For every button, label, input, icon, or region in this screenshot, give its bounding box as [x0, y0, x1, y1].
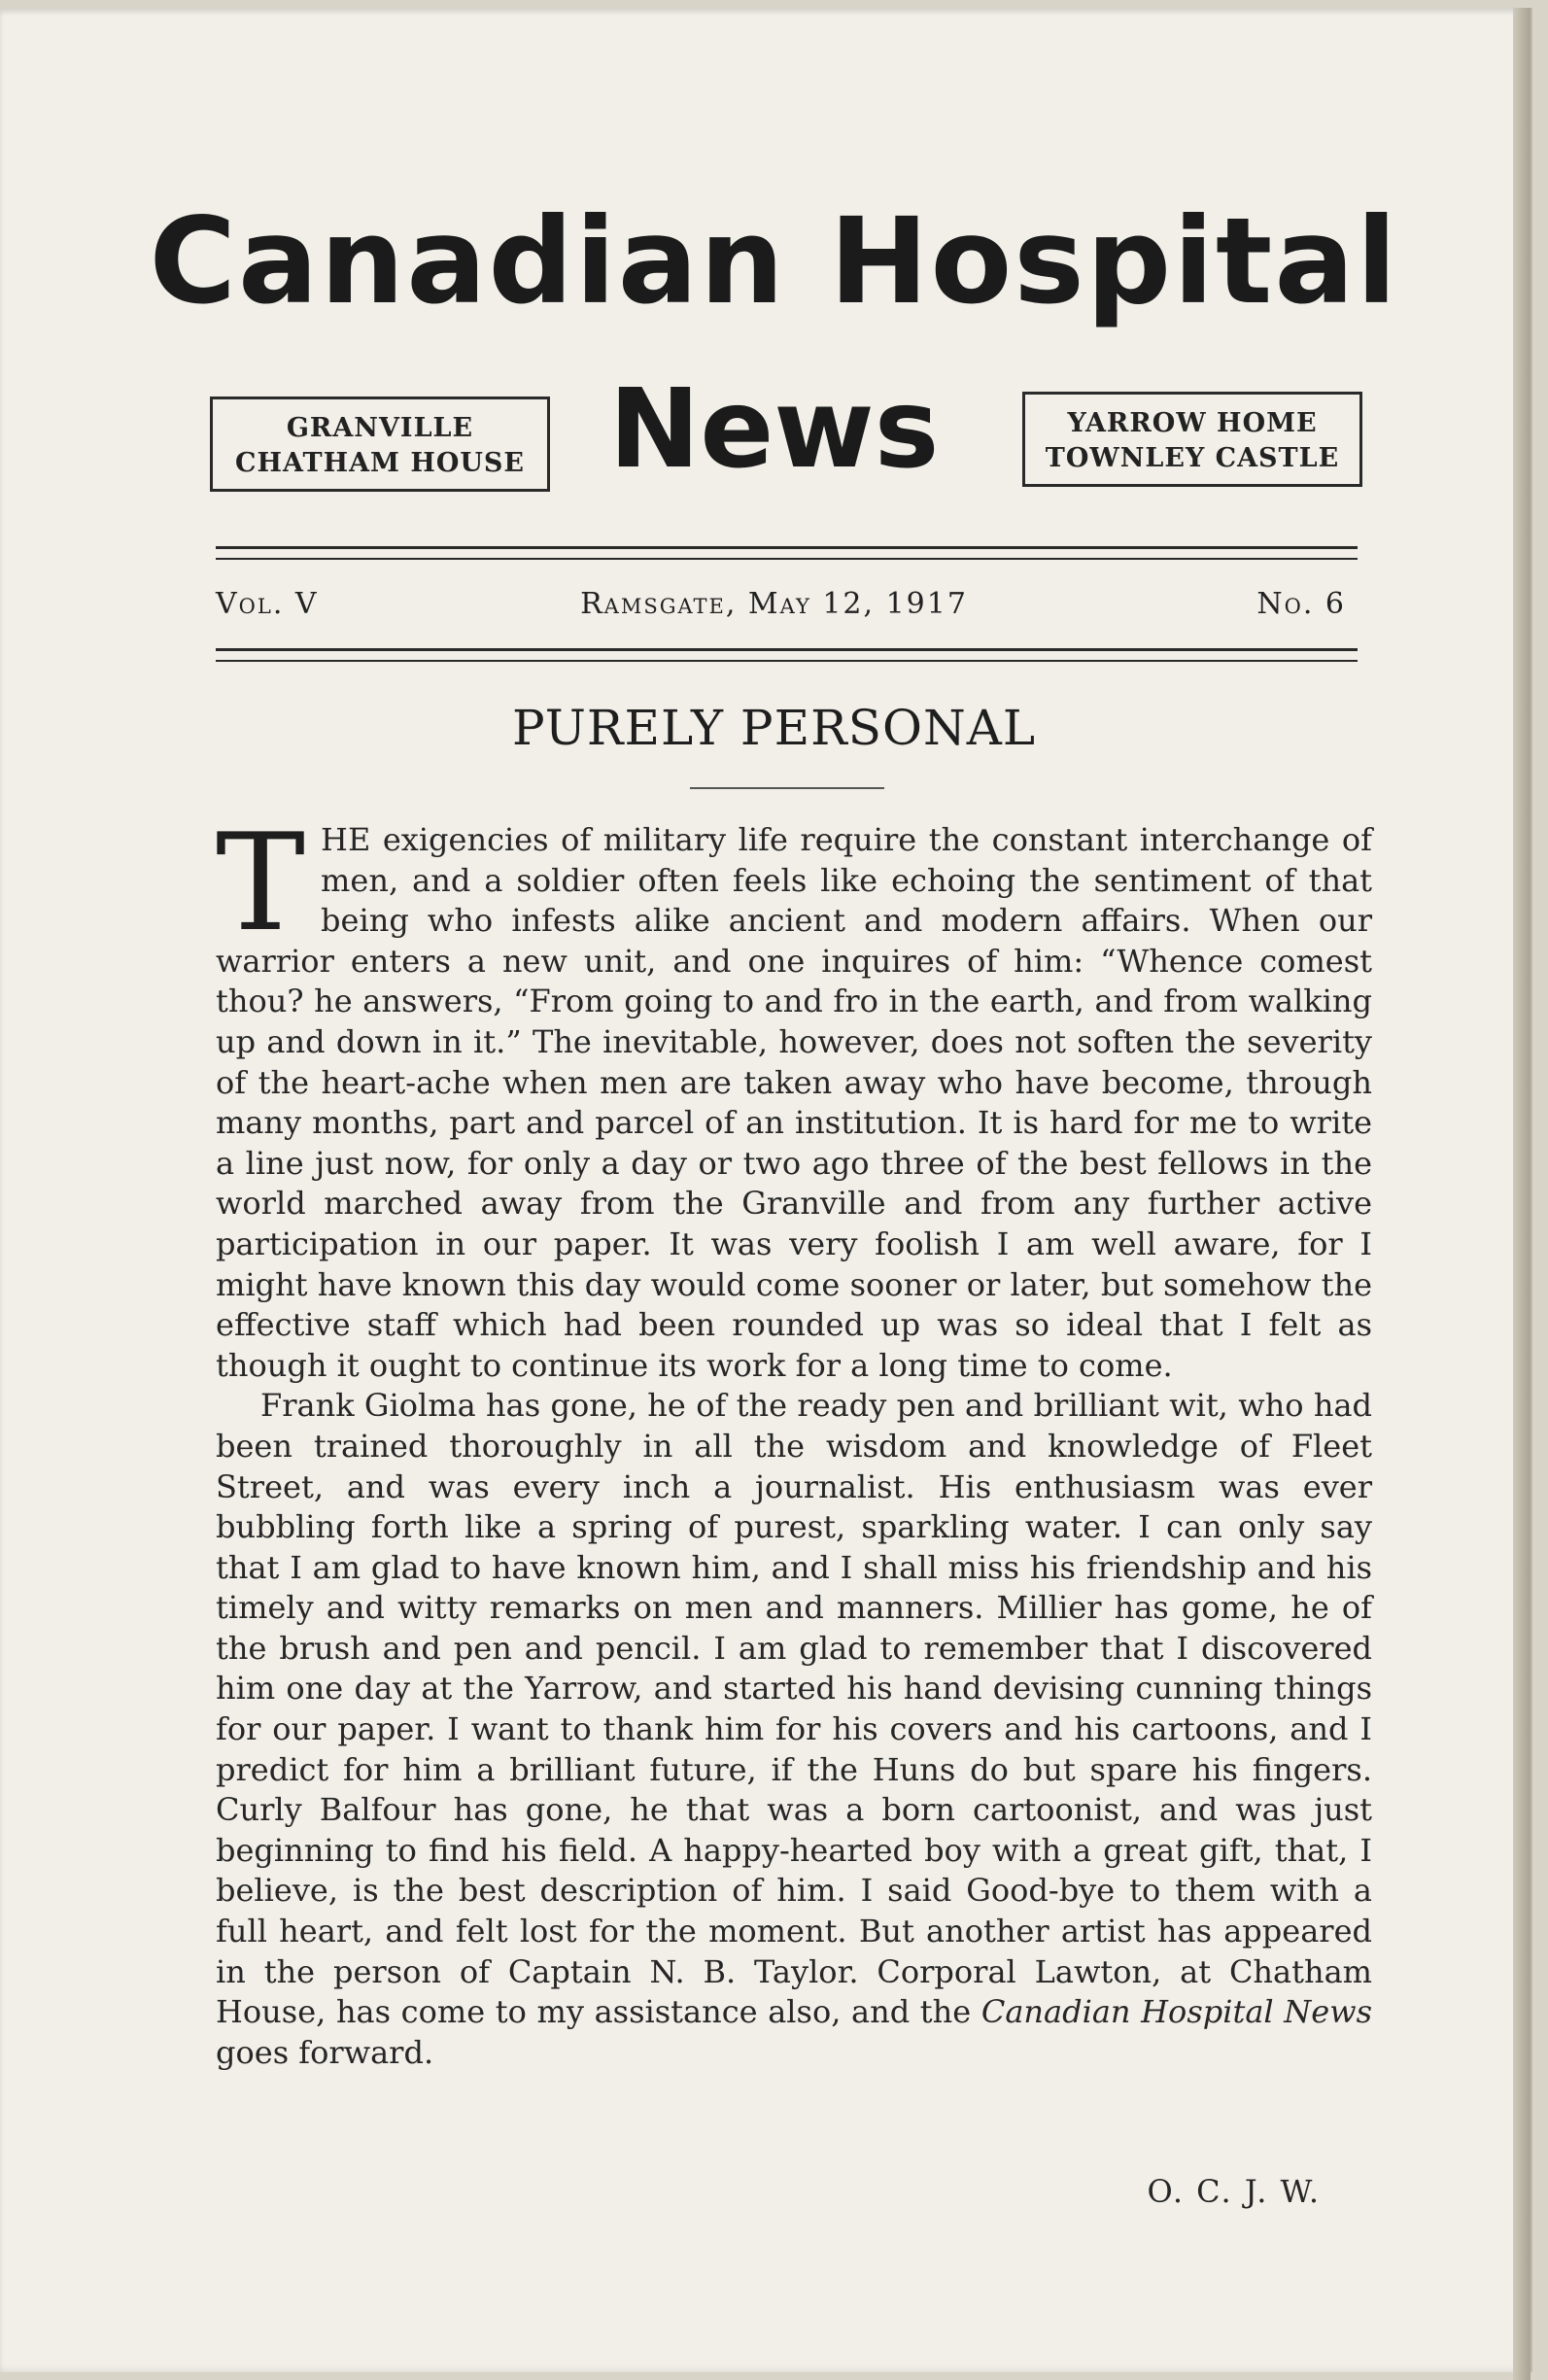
masthead-rule-top [216, 546, 1358, 560]
masthead-rule-bottom [216, 648, 1358, 662]
paragraph-1 [216, 805, 1372, 1386]
left-box-line-1: GRANVILLE [286, 413, 474, 443]
article-body [216, 805, 1373, 2073]
paragraph-2 [216, 1386, 1372, 2073]
masthead-right-box [1022, 392, 1362, 487]
issue-place-date: Ramsgate, May 12, 1917 [580, 587, 968, 621]
drop-cap: T [216, 805, 306, 961]
paragraph-2-end: goes forward. [216, 2033, 434, 2071]
masthead-title: Canadian Hospital [149, 192, 1399, 330]
paragraph-2-text: Frank Giolma has gone, he of the ready pen and brilliant wit, who had been trained thoroughly in all the wisdom and knowledge of Fleet Street, and was every inch a journalist. His enthusiasm was ever bubbling forth like a spring of purest, sparkling water. I can only say that I am glad to have known him, and I shall miss his friendship and his timely and witty remarks on men and manners. Millier has gome, he of the brush and pen and pencil. I am glad to remember that I discovered him one day at the Yarrow, and started his hand devising cunning things for our paper. I want to thank him for his covers and his cartoons, and I predict for him a brilliant future, if the Huns do but spare his fingers. Curly Balfour has gone, he that was a born cartoonist, and was just beginning to find his field. A happy-hearted boy with a great gift, that, I believe, is the best description of him. I said Good-bye to them with a full heart, and felt lost for the moment. But another artist has appeared in the person of Captain N. B. Taylor. Corporal Lawton, at Chatham House, has come to my assistance also, and the [216, 1387, 1372, 2031]
page-edge [1513, 8, 1531, 2380]
left-box-line-2: CHATHAM HOUSE [235, 448, 525, 478]
masthead-news: News [608, 366, 940, 493]
paragraph-1-text: HE exigencies of military life require the constant interchange of men, and a soldier often feels like echoing the sentiment of that being who infests alike ancient and modern affairs. When our warrior enters a new unit, and one inquires of him: “Whence comest thou? he answers, “From going to and fro in the earth, and from walking up and down in it.” The inevitable, however, does not soften the severity of the heart-ache when men are taken away who have become, through many months, part and parcel of an institution. It is hard for me to write a line just now, for only a day or two ago three of the best fellows in the world marched away from the Granville and from any further active participation in our paper. It was very foolish I am well aware, for I might have known this day would come sooner or later, but somehow the effective staff which had been rounded up was so ideal that I felt as though it ought to continue its work for a long time to come. [216, 821, 1372, 1384]
publication-name: Canadian Hospital News [980, 1993, 1373, 2031]
right-box-line-1: YARROW HOME [1067, 408, 1318, 438]
signature: O. C. J. W. [1147, 2173, 1321, 2210]
issue-number: No. 6 [1256, 587, 1346, 621]
article-heading: PURELY PERSONAL [511, 700, 1037, 756]
page [0, 8, 1532, 2372]
heading-rule [690, 787, 884, 789]
right-box-line-2: TOWNLEY CASTLE [1045, 443, 1340, 473]
issue-volume: Vol. V [216, 587, 319, 621]
